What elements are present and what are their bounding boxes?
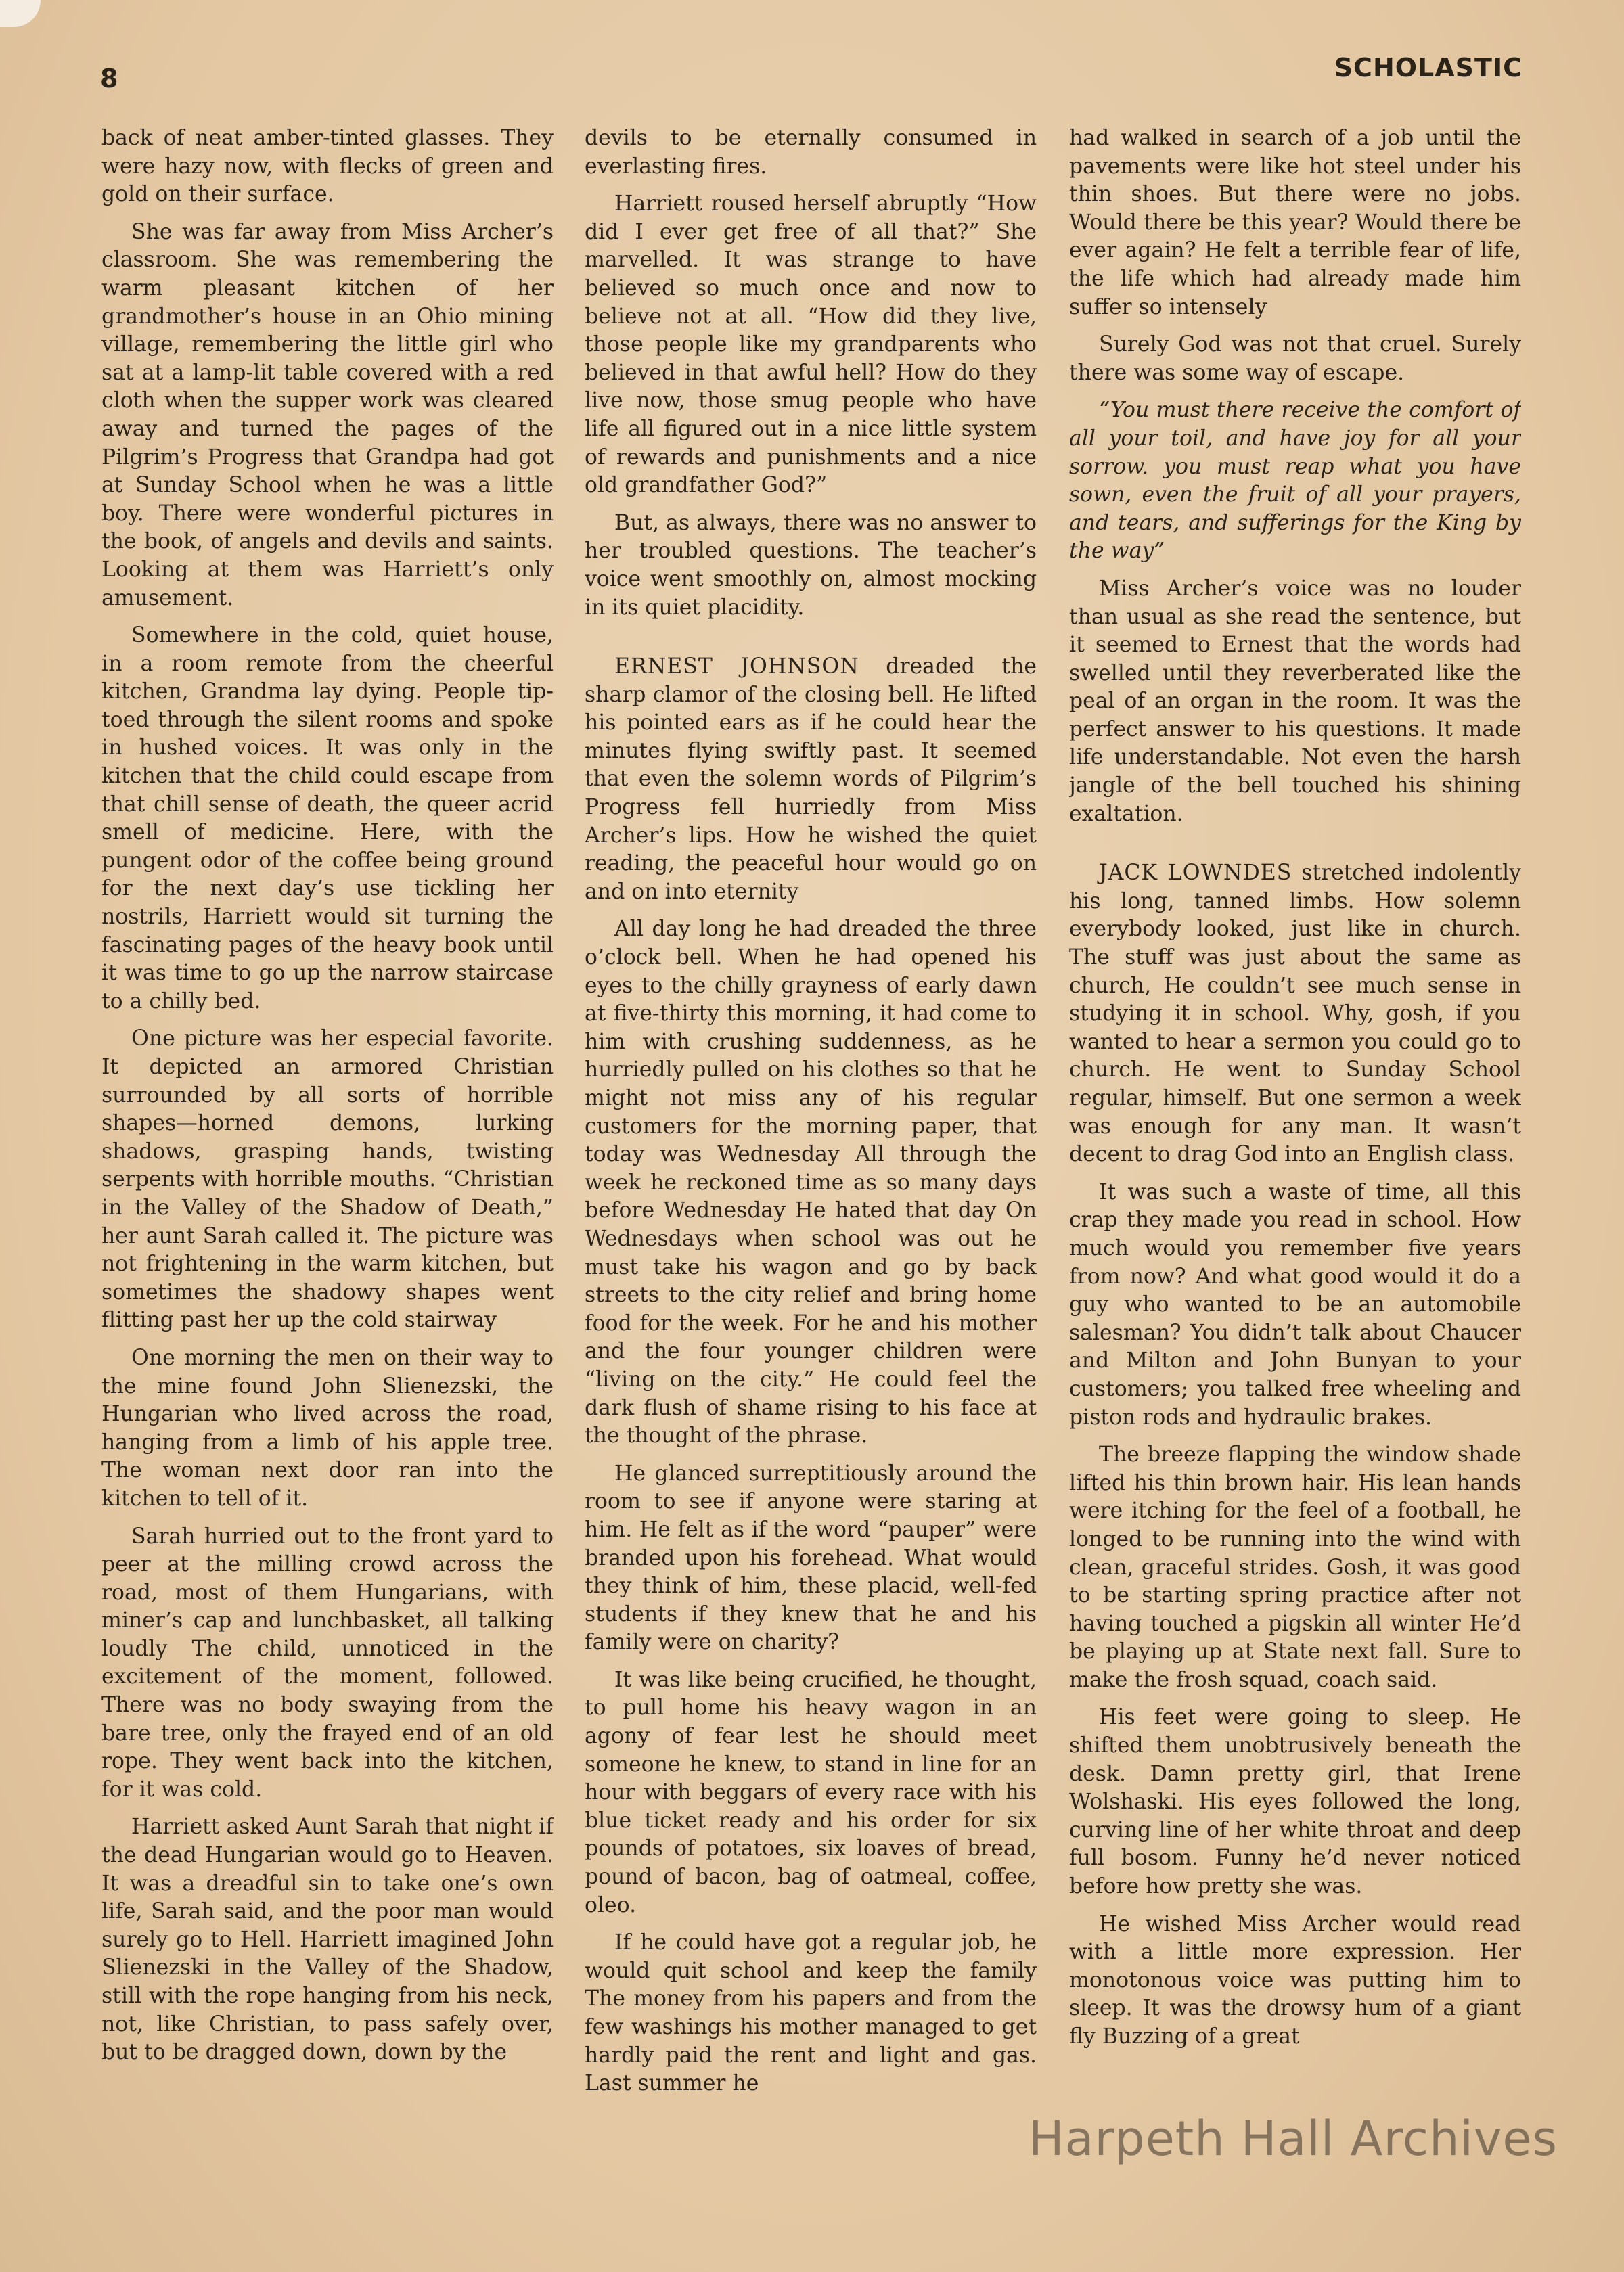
paragraph-text: had walked in search of a job until the pavements were like hot steel under his thin shoes. But there were no jobs. Would there be this year? Would there be ever again? He felt a terrible fear of life, the life which had already made him suffer so intensely	[1069, 126, 1521, 319]
paragraph	[102, 1344, 554, 1514]
paragraph	[102, 622, 554, 1016]
paragraph-text: Harriett roused herself abruptly “How did I ever get free of all that?” She marvelled. It was strange to have believed so much once and now to believe not at all. “How did they live, those people like my grandparents who believed in that awful hell? How do they live now, those smug people who have life all figured out in a nice little system of rewards and punishments and a nice old grandfather God?”	[585, 191, 1037, 498]
section-lead-name: ERNEST JOHNSON	[614, 654, 859, 679]
paragraph-text: If he could have got a regular job, he would quit school and keep the family The money from his papers and from the few washings his mother managed to get hardly paid the rent and light and gas. Last summer he	[585, 1930, 1037, 2096]
paragraph	[1069, 396, 1521, 566]
paragraph	[585, 1929, 1037, 2098]
paragraph	[102, 124, 554, 209]
paragraph	[585, 509, 1037, 622]
paragraph-text: His feet were going to sleep. He shifted them unobtrusively beneath the desk. Damn pretty girl, that Irene Wolshaski. His eyes followed the long, curving line of her white throat and deep full bosom. Funny he’d never noticed before how pretty she was.	[1069, 1705, 1521, 1899]
paragraph	[1069, 859, 1521, 1169]
paragraph-text: He wished Miss Archer would read with a little more expression. Her monotonous voice was putting him to sleep. It was the drowsy hum of a giant fly Buzzing of a great	[1069, 1911, 1521, 2049]
page-number: 8	[100, 64, 118, 93]
paragraph	[1069, 1179, 1521, 1432]
paragraph	[585, 653, 1037, 906]
archive-watermark: Harpeth Hall Archives	[1029, 2111, 1558, 2166]
paragraph-text: “You must there receive the comfort of all your toil, and have joy for all your sorrow. you must reap what you have sown, even the fruit of all your prayers, and tears, and sufferings for the King by the way”	[1069, 398, 1521, 564]
page-corner	[0, 0, 41, 27]
paragraph	[585, 190, 1037, 500]
paragraph	[1069, 575, 1521, 828]
paragraph-text: It was like being crucified, he thought, to pull home his heavy wagon in an agony of fear lest he should meet someone he knew, to stand in line for an hour with beggars of every race with his blue ticket ready and his order for six pounds of potatoes, six loaves of bread, pound of bacon, bag of oatmeal, coffee, oleo.	[585, 1667, 1037, 1917]
paragraph	[102, 219, 554, 612]
text-column-1	[102, 124, 554, 2195]
paragraph	[102, 1025, 554, 1335]
paragraph-text: All day long he had dreaded the three o’clock bell. When he had opened his eyes to the chilly grayness of early dawn at five-thirty this morning, it had come to him with crushing suddenness, as he hurriedly pulled on his clothes so that he might not miss any of his regular customers for the morning paper, that today was Wednesday All through the week he reckoned time as so many days before Wednesday He hated that day On Wednesdays when school was out he must take his wagon and go by back streets to the city relief and bring home food for the week. For he and his mother and the four younger children were “living on the city.” He could feel the dark flush of shame rising to his face at the thought of the phrase.	[585, 917, 1037, 1449]
paragraph	[585, 124, 1037, 181]
paragraph-text: stretched indolently his long, tanned limbs. How solemn everybody looked, just like in church. The stuff was just about the same as church, He couldn’t see much sense in studying it in school. Why, gosh, if you wanted to hear a sermon you could go to church. He went to Sunday School regular, himself. But one sermon a week was enough for any man. It wasn’t decent to drag God into an English class.	[1069, 861, 1521, 1167]
running-head: SCHOLASTIC	[1334, 53, 1522, 83]
paragraph-text: It was such a waste of time, all this crap they made you read in school. How much would you remember five years from now? And what good would it do a guy who wanted to be an automobile salesman? You didn’t talk about Chaucer and Milton and John Bunyan to your customers; you talked free wheeling and piston rods and hydraulic brakes.	[1069, 1179, 1521, 1430]
paragraph-text: Somewhere in the cold, quiet house, in a room remote from the cheerful kitchen, Grandma lay dying. People tip-toed through the silent rooms and spoke in hushed voices. It was only in the kitchen that the child could escape from that chill sense of death, the queer acrid smell of medicine. Here, with the pungent odor of the coffee being ground for the next day’s use tickling her nostrils, Harriett would sit turning the fascinating pages of the heavy book until it was time to go up the narrow staircase to a chilly bed.	[102, 623, 554, 1014]
section-lead-name: JACK LOWNDES	[1099, 861, 1292, 886]
paragraph	[585, 1666, 1037, 1919]
paragraph	[102, 1813, 554, 2066]
paragraph	[1069, 331, 1521, 387]
paragraph	[585, 1460, 1037, 1657]
paragraph	[102, 1523, 554, 1804]
paragraph	[1069, 1704, 1521, 1901]
paragraph-text: One picture was her especial favorite. It depicted an armored Christian surrounded by all sorts of horrible shapes—horned demons, lurking shadows, grasping hands, twisting serpents with horrible mouths. “Christian in the Valley of the Shadow of Death,” her aunt Sarah called it. The picture was not frightening in the warm kitchen, but sometimes the shadowy shapes went flitting past her up the cold stairway	[102, 1026, 554, 1333]
paragraph-text: Harriett asked Aunt Sarah that night if the dead Hungarian would go to Heaven. It was a dreadful sin to take one’s own life, Sarah said, and the poor man would surely go to Hell. Harriett imagined John Slienezski in the Valley of the Shadow, still with the rope hanging from his neck, not, like Christian, to pass safely over, but to be dragged down, down by the	[102, 1815, 554, 2065]
paragraph-text: She was far away from Miss Archer’s classroom. She was remembering the warm pleasant kitchen of her grandmother’s house in an Ohio mining village, remembering the little girl who sat at a lamp-lit table covered with a red cloth when the supper work was cleared away and turned the pages of the Pilgrim’s Progress that Grandpa had got at Sunday School when he was a little boy. There were wonderful pictures in the book, of angels and devils and saints. Looking at them was Harriett’s only amusement.	[102, 219, 554, 610]
paragraph-text: The breeze flapping the window shade lifted his thin brown hair. His lean hands were itching for the feel of a football, he longed to be running into the wind with clean, graceful strides. Gosh, it was good to be starting spring practice after not having touched a pigskin all winter He’d be playing up at State next fall. Sure to make the frosh squad, coach said.	[1069, 1442, 1521, 1692]
paragraph-text: back of neat amber-tinted glasses. They were hazy now, with flecks of green and gold on their surface.	[102, 126, 554, 207]
paragraph	[1069, 124, 1521, 321]
paragraph	[1069, 1441, 1521, 1694]
paragraph-text: Miss Archer’s voice was no louder than usual as she read the sentence, but it seemed to Ernest that the words had swelled until they reverberated like the peal of an organ in the room. It was the perfect answer to his questions. It made life understandable. Not even the harsh jangle of the bell touched his shining exaltation.	[1069, 576, 1521, 826]
text-column-3	[1069, 124, 1521, 2195]
paragraph-text: dreaded the sharp clamor of the closing bell. He lifted his pointed ears as if he could hear the minutes flying swiftly past. It seemed that even the solemn words of Pilgrim’s Progress fell hurriedly from Miss Archer’s lips. How he wished the quiet reading, the peaceful hour would go on and on into eternity	[585, 654, 1037, 904]
paragraph-text: devils to be eternally consumed in everlasting fires.	[585, 126, 1037, 179]
paragraph-text: He glanced surreptitiously around the room to see if anyone were staring at him. He felt as if the word “pauper” were branded upon his forehead. What would they think of him, these placid, well-fed students if they knew that he and his family were on charity?	[585, 1461, 1037, 1655]
paragraph-text: Surely God was not that cruel. Surely there was some way of escape.	[1069, 332, 1521, 385]
paragraph	[585, 915, 1037, 1450]
paragraph	[1069, 1911, 1521, 2051]
text-column-2	[585, 124, 1037, 2195]
paragraph-text: Sarah hurried out to the front yard to peer at the milling crowd across the road, most of them Hungarians, with miner’s cap and lunchbasket, all talking loudly The child, unnoticed in the excitement of the moment, followed. There was no body swaying from the bare tree, only the frayed end of an old rope. They went back into the kitchen, for it was cold.	[102, 1524, 554, 1802]
paragraph-text: But, as always, there was no answer to her troubled questions. The teacher’s voice went smoothly on, almost mocking in its quiet placidity.	[585, 510, 1037, 620]
paragraph-text: One morning the men on their way to the mine found John Slienezski, the Hungarian who lived across the road, hanging from a limb of his apple tree. The woman next door ran into the kitchen to tell of it.	[102, 1345, 554, 1511]
